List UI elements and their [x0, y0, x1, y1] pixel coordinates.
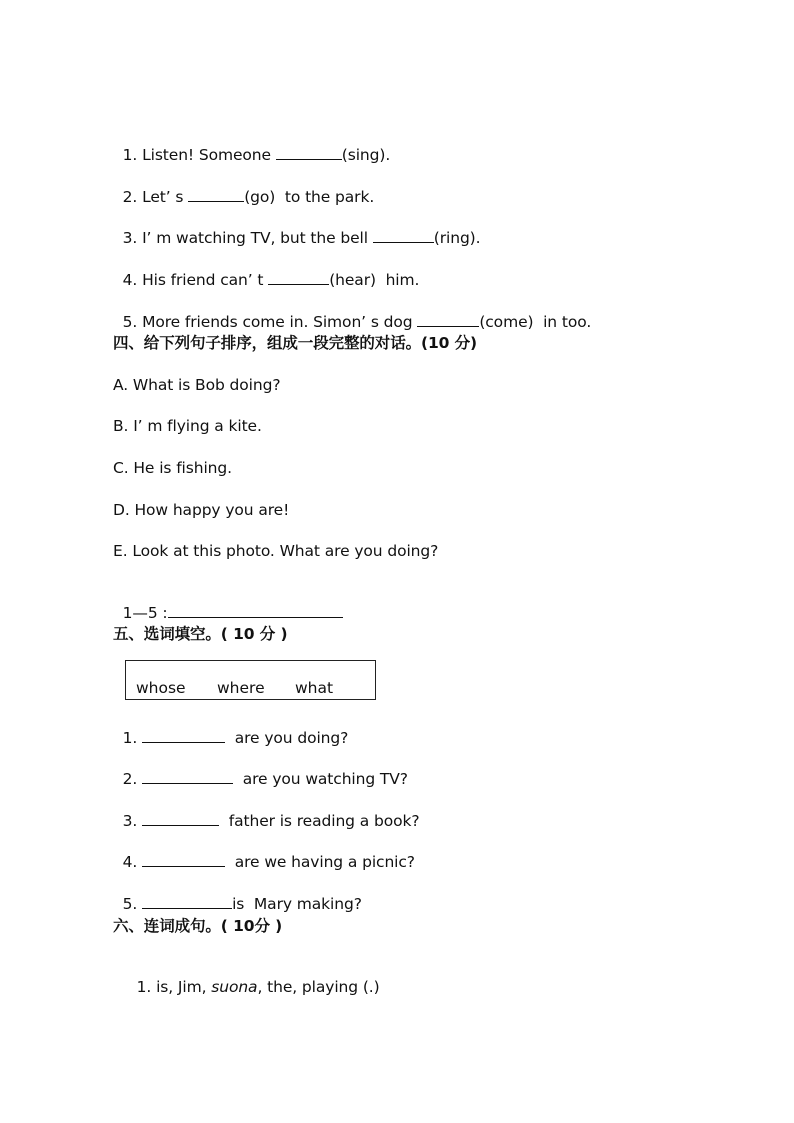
- s3-question-1: [113, 125, 390, 165]
- s6-q1-italic-word: suona: [211, 978, 258, 996]
- s3-q1-hint: (sing).: [341, 146, 391, 164]
- s5-q2-text: are you watching TV?: [233, 770, 408, 788]
- s3-q4-text: 4. His friend can’ t: [122, 271, 269, 289]
- answer-blank[interactable]: [168, 603, 343, 618]
- s4-item-c: C. He is fishing.: [113, 459, 232, 477]
- s5-q2-number: 2.: [122, 770, 143, 788]
- s5-question-1: [113, 708, 348, 748]
- answer-blank[interactable]: [142, 894, 232, 909]
- section6-heading: 六、连词成句。( 10分 ): [113, 917, 283, 935]
- s3-q2-hint: (go) to the park.: [244, 188, 375, 206]
- s4-answer-line: [113, 583, 343, 623]
- s5-question-5: [113, 874, 362, 914]
- answer-blank[interactable]: [188, 187, 244, 202]
- s5-question-4: [113, 832, 415, 872]
- s3-q3-hint: (ring).: [433, 229, 481, 247]
- answer-blank[interactable]: [268, 270, 329, 285]
- s5-q3-number: 3.: [122, 812, 143, 830]
- s5-question-2: [113, 749, 408, 789]
- answer-blank[interactable]: [142, 811, 219, 826]
- s5-q3-text: father is reading a book?: [219, 812, 420, 830]
- word-bank-word: where: [217, 679, 265, 697]
- answer-blank[interactable]: [142, 728, 225, 743]
- section5-heading: 五、选词填空。( 10 分 ): [113, 625, 288, 643]
- s3-question-2: [113, 167, 374, 207]
- s5-question-3: [113, 791, 419, 831]
- s4-item-d: D. How happy you are!: [113, 501, 290, 519]
- s5-q1-number: 1.: [122, 729, 143, 747]
- s3-q3-text: 3. I’ m watching TV, but the bell: [122, 229, 373, 247]
- s5-q4-text: are we having a picnic?: [225, 853, 415, 871]
- s6-q1-pre: 1. is, Jim,: [136, 978, 212, 996]
- s6-question-1: [127, 957, 380, 997]
- s5-q5-text: is Mary making?: [232, 895, 362, 913]
- answer-blank[interactable]: [417, 312, 479, 327]
- s3-q5-hint: (come) in too.: [479, 313, 592, 331]
- s3-question-4: [113, 250, 419, 290]
- word-bank-word: what: [295, 679, 334, 697]
- answer-blank[interactable]: [276, 145, 342, 160]
- answer-blank[interactable]: [142, 769, 233, 784]
- s3-q4-hint: (hear) him.: [329, 271, 420, 289]
- s3-q1-text: 1. Listen! Someone: [122, 146, 276, 164]
- s4-item-a: A. What is Bob doing?: [113, 376, 281, 394]
- s3-question-3: [113, 208, 480, 248]
- s4-answer-label: 1—5 :: [122, 604, 168, 622]
- s4-item-e: E. Look at this photo. What are you doing?: [113, 542, 439, 560]
- s5-q1-text: are you doing?: [225, 729, 349, 747]
- answer-blank[interactable]: [142, 852, 225, 867]
- s6-q1-post: , the, playing (.): [257, 978, 380, 996]
- section4-heading: 四、给下列句子排序，组成一段完整的对话。(10 分): [113, 334, 478, 352]
- s3-q2-text: 2. Let’ s: [122, 188, 189, 206]
- s5-q5-number: 5.: [122, 895, 143, 913]
- s4-item-b: B. I’ m flying a kite.: [113, 417, 262, 435]
- word-bank-box: [125, 660, 376, 700]
- s5-q4-number: 4.: [122, 853, 143, 871]
- s3-q5-text: 5. More friends come in. Simon’ s dog: [122, 313, 418, 331]
- word-bank-word: whose: [136, 679, 186, 697]
- s3-question-5: [113, 292, 591, 332]
- answer-blank[interactable]: [373, 228, 434, 243]
